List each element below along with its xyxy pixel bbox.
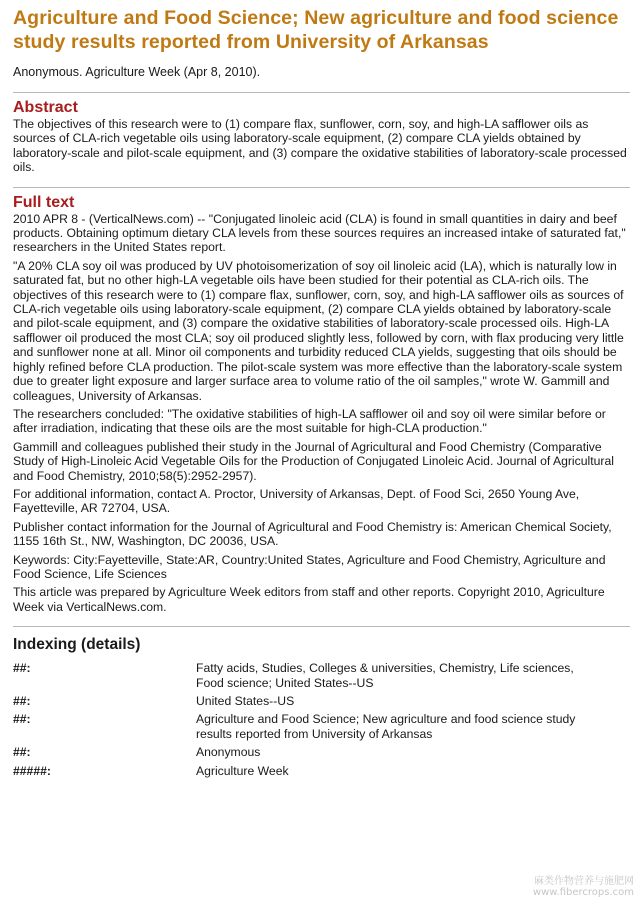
indexing-key: ##: xyxy=(13,745,31,760)
indexing-row xyxy=(13,712,630,741)
indexing-value: Fatty acids, Studies, Colleges & universities, Chemistry, Life sciences, Food science; United States--US xyxy=(196,661,574,690)
indexing-key: ##: xyxy=(13,661,31,676)
full-text-heading: Full text xyxy=(13,193,75,211)
indexing-key: ##: xyxy=(13,712,31,727)
article-title: Agriculture and Food Science; New agriculture and food science study results reported from University of Arkansas xyxy=(13,7,619,53)
abstract-heading: Abstract xyxy=(13,99,78,116)
full-text-paragraph: Keywords: City:Fayetteville, State:AR, Country:United States, Agriculture and Food Chemistry, Agriculture and Food Science, Life Sciences xyxy=(13,552,606,581)
indexing-value: Agriculture Week xyxy=(196,763,289,778)
indexing-row xyxy=(13,661,630,690)
indexing-row xyxy=(13,745,630,759)
abstract-text: The objectives of this research were to (1) compare flax, sunflower, corn, soy, and high-LA safflower oils as sources of CLA-rich vegetable oils using laboratory-scale equipment, (2) compare CLA yields obtained by laboratory-scale and pilot-scale equipment, and (3) compare the oxidative stabilities of laboratory-scale processed oils. xyxy=(13,117,627,175)
full-text-paragraph: 2010 APR 8 - (VerticalNews.com) -- "Conjugated linoleic acid (CLA) is found in small quantities in dairy and beef products. Obtaining optimum dietary CLA levels from these sources requires an increased intake of saturated fat," researchers in the United States report. xyxy=(13,211,626,255)
abstract-section xyxy=(13,92,630,175)
full-text-paragraph: The researchers concluded: "The oxidative stabilities of high-LA safflower oil and soy oil were similar before or after irradiation, indicating that these oils are the most suitable for high-CLA production." xyxy=(13,406,606,436)
full-text-paragraph: For additional information, contact A. Proctor, University of Arkansas, Dept. of Food Sci, 2650 Young Ave, Fayetteville, AR 72704, USA. xyxy=(13,486,580,516)
full-text-paragraph: Gammill and colleagues published their study in the Journal of Agricultural and Food Chemistry (Comparative Study of High-Linoleic Acid Vegetable Oils for the Production of Conjugated Linoleic Acid. Journal of Agricultural and Food Chemistry, 2010;58(5):2952-2957). xyxy=(13,439,614,483)
indexing-row xyxy=(13,694,630,708)
watermark-line: 麻类作物营养与施肥网 xyxy=(534,876,634,887)
full-text-paragraph: Publisher contact information for the Journal of Agricultural and Food Chemistry is: American Chemical Society, 1155 16th St., NW, Washington, DC 20036, USA. xyxy=(13,519,612,549)
indexing-row xyxy=(13,764,630,778)
full-text-paragraph: "A 20% CLA soy oil was produced by UV photoisomerization of soy oil linoleic acid (LA), which is naturally low in saturated fat, but no other high-LA vegetable oils have been studied for their potential as CLA-rich oils. The objectives of this research were to (1) compare flax, sunflower, corn, soy, and high-LA safflower oils as sources of CLA-rich vegetable oils using laboratory-scale equipment, (2) compare CLA yields obtained by laboratory-scale and pilot-scale equipment, and (3) compare the oxidative stabilities of laboratory-scale processed oils. High-LA safflower oil produced the most CLA; soy oil produced slightly less, followed by corn, with flax producing very little and sunflower none at all. Minor oil components and turbidity reduced CLA yields, suggesting that oils should be highly refined before CLA production. The pilot-scale system was more effective than the laboratory-scale system due to greater light exposure and larger surface area to volume ratio of the oil samples," wrote W. Gammill and colleagues, University of Arkansas. xyxy=(13,258,624,403)
article-byline: Anonymous. Agriculture Week (Apr 8, 2010). xyxy=(13,65,261,79)
indexing-heading: Indexing (details) xyxy=(13,636,141,654)
indexing-section xyxy=(13,626,630,778)
indexing-value: Anonymous xyxy=(196,745,261,760)
indexing-key: #####: xyxy=(13,763,51,778)
site-watermark xyxy=(533,876,634,898)
indexing-key: ##: xyxy=(13,694,31,708)
full-text-section xyxy=(13,187,630,615)
indexing-value: Agriculture and Food Science; New agriculture and food science study results reported from University of Arkansas xyxy=(196,712,576,741)
full-text-paragraph: This article was prepared by Agriculture Week editors from staff and other reports. Copyright 2010, Agriculture Week via VerticalNews.com. xyxy=(13,585,605,614)
indexing-value: United States--US xyxy=(196,694,295,708)
watermark-line: www.fibercrops.com xyxy=(532,887,634,898)
abstract-body xyxy=(13,117,630,175)
full-text-body xyxy=(13,212,630,615)
